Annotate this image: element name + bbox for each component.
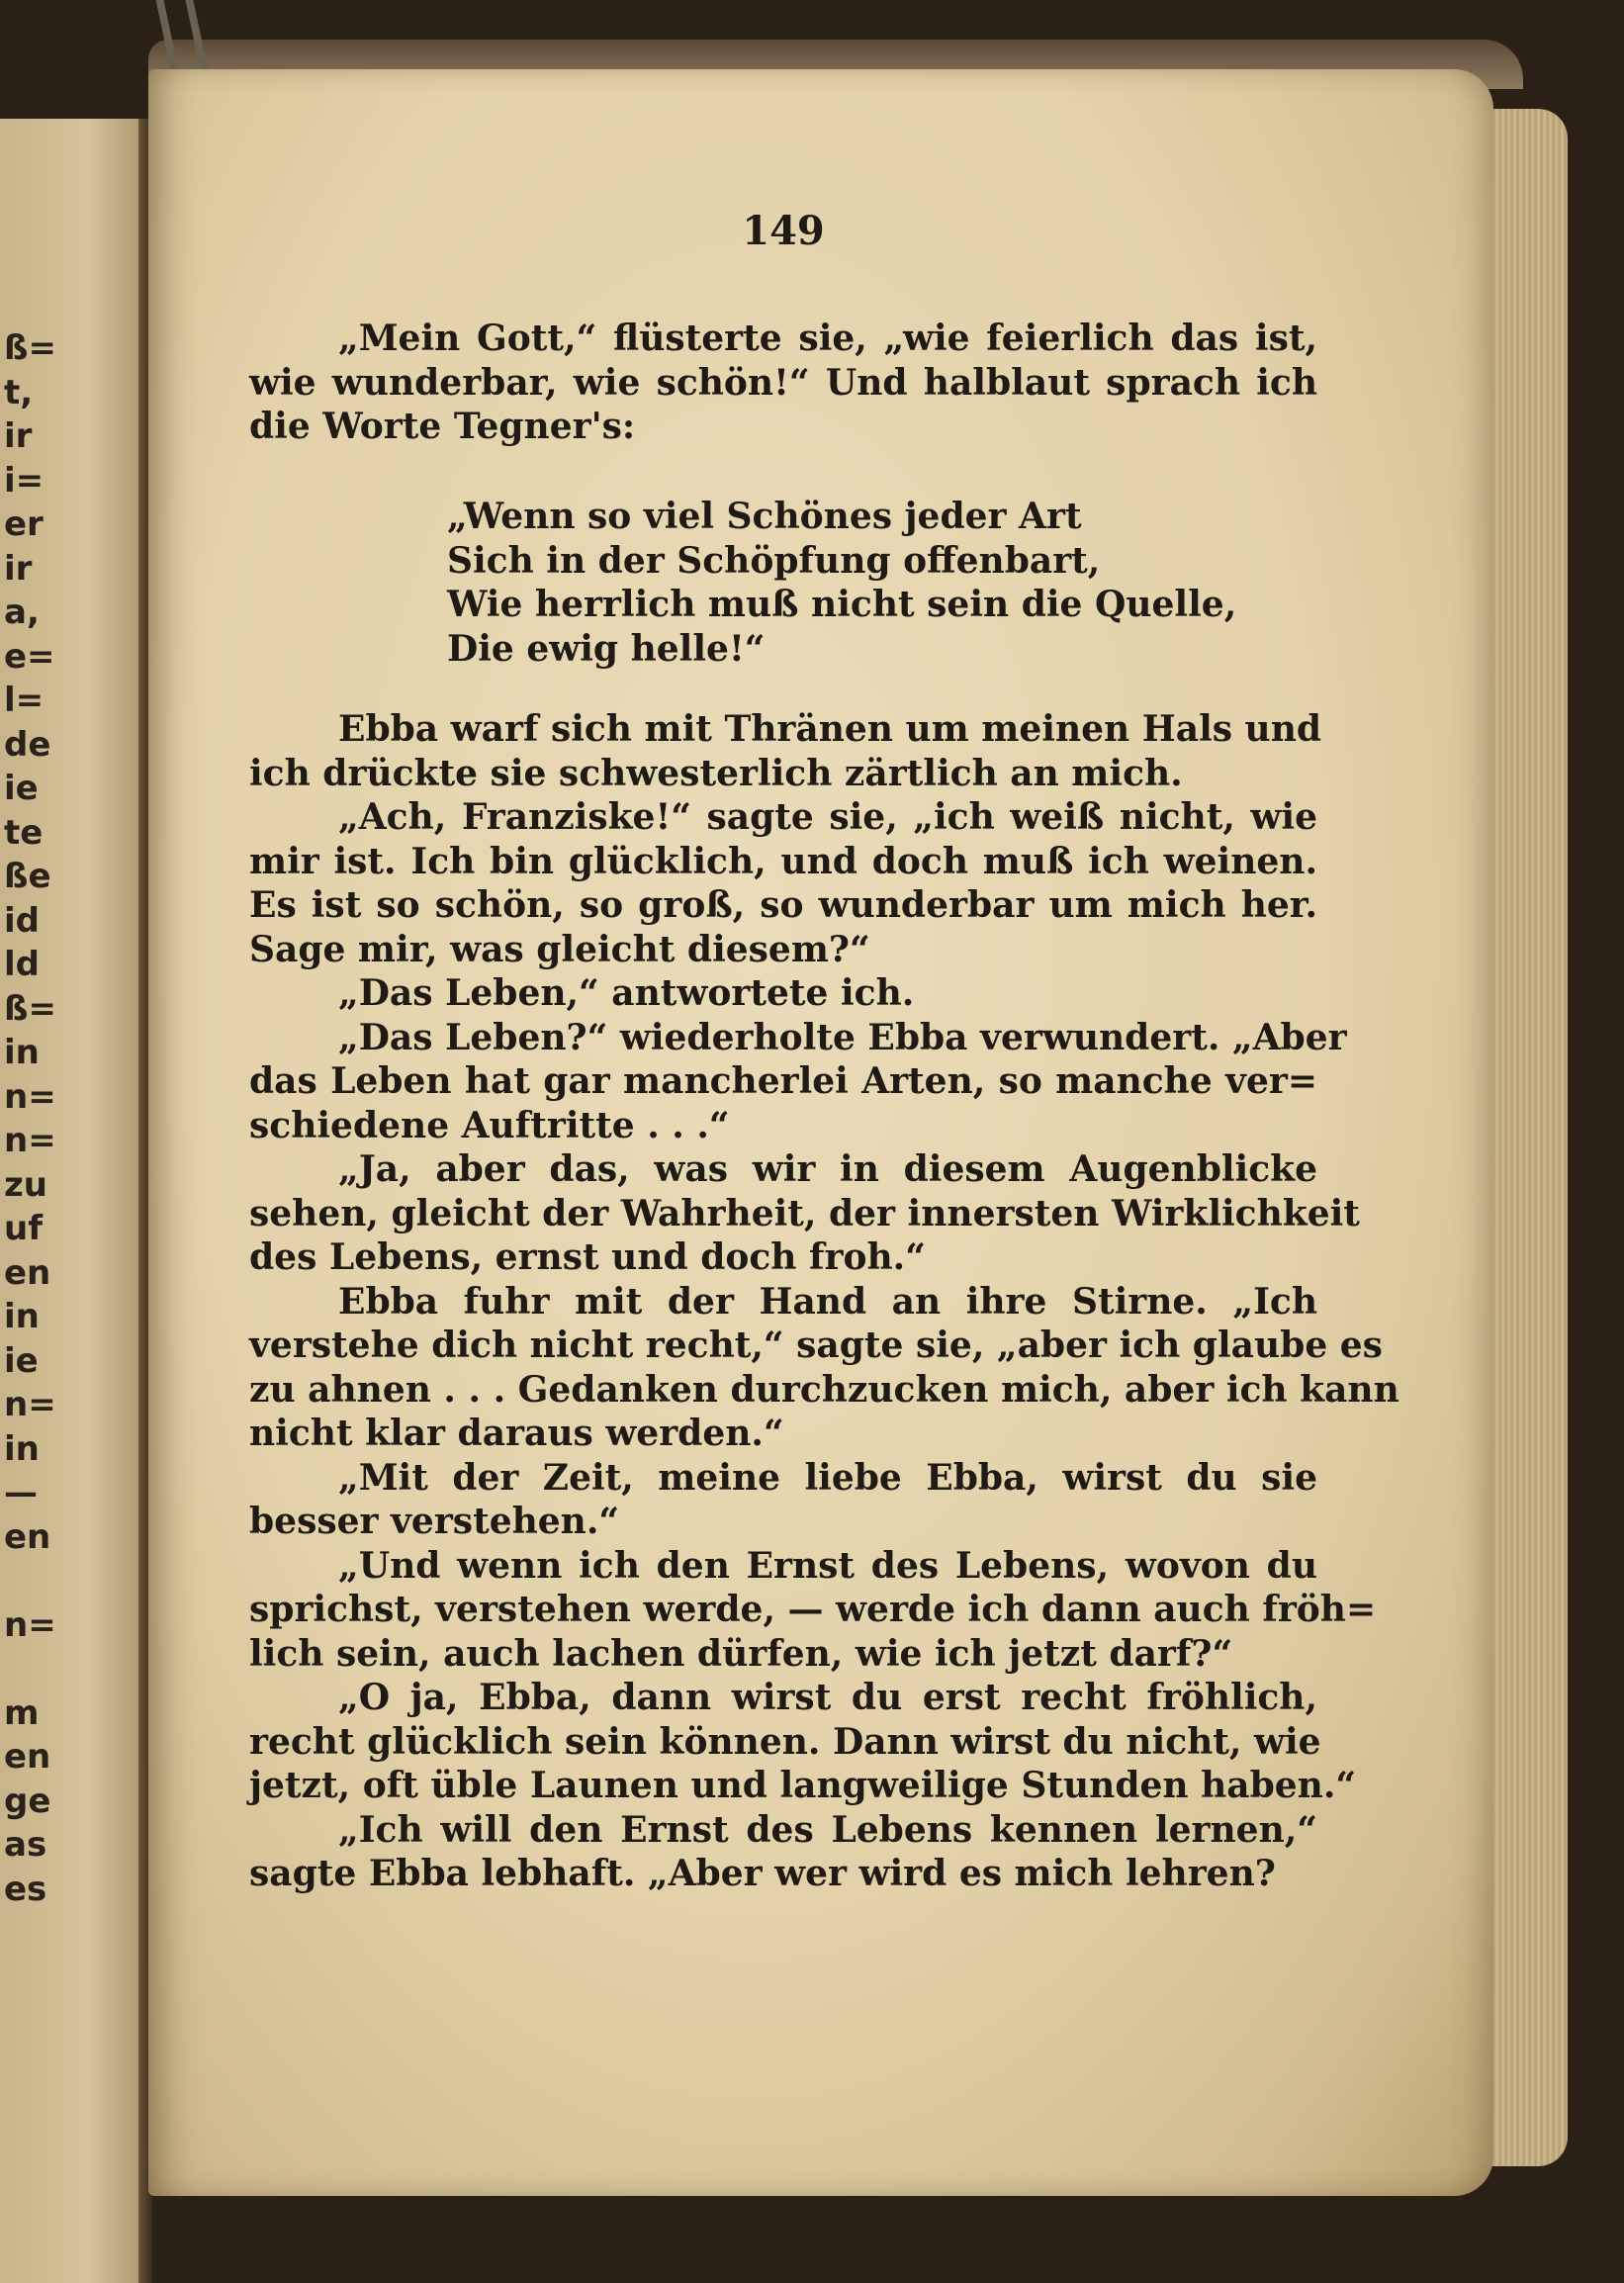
left-fragment: ie: [4, 1340, 39, 1381]
left-fragment: en: [4, 1737, 51, 1777]
left-fragment: en: [4, 1252, 51, 1293]
left-fragment: id: [4, 900, 40, 941]
left-page-text-fragments: [4, 326, 133, 1911]
verse-quote: [249, 495, 1317, 671]
left-fragment: e=: [4, 636, 55, 677]
text-line: verstehe dich nicht recht,“ sagte sie, „aber ich glaube es: [249, 1324, 1383, 1366]
text-line: sagte Ebba lebhaft. „Aber wer wird es mich lehren?: [249, 1853, 1276, 1894]
text-line: des Lebens, ernst und doch froh.“: [249, 1236, 926, 1278]
text-line: Es ist so schön, so groß, so wunderbar um mich her.: [249, 884, 1317, 926]
page-number: 149: [742, 208, 825, 254]
text-line: schiedene Auftritte . . .“: [249, 1104, 730, 1146]
left-fragment: ge: [4, 1781, 51, 1821]
text-line: sprichst, verstehen werde, — werde ich dann auch fröh=: [249, 1589, 1377, 1630]
left-fragment: as: [4, 1825, 47, 1865]
left-fragment: —: [4, 1473, 38, 1512]
left-fragment: a,: [4, 593, 40, 632]
left-fragment: n=: [4, 1121, 56, 1160]
text-line: die Worte Tegner's:: [249, 406, 636, 447]
left-fragment: ir: [4, 548, 33, 589]
left-fragment: ie: [4, 769, 39, 808]
left-fragment: in: [4, 1033, 40, 1072]
text-line: das Leben hat gar mancherlei Arten, so manche ver=: [249, 1060, 1317, 1102]
text-line: „Das Leben,“ antwortete ich.: [338, 972, 915, 1014]
left-fragment: t,: [4, 372, 34, 412]
text-line: „O ja, Ebba, dann wirst du erst recht fröhlich,: [338, 1677, 1317, 1718]
text-line: „Ja, aber das, was wir in diesem Augenblicke: [338, 1148, 1317, 1190]
text-line: Ebba fuhr mit der Hand an ihre Stirne. „Ich: [338, 1280, 1317, 1323]
text-line: nicht klar daraus werden.“: [249, 1413, 784, 1454]
text-line: „Wenn so viel Schönes jeder Art: [447, 496, 1082, 537]
text-line: „Das Leben?“ wiederholte Ebba verwundert. „Aber: [338, 1016, 1347, 1058]
left-fragment: ir: [4, 416, 33, 456]
left-fragment: in: [4, 1297, 40, 1336]
left-fragment: n=: [4, 1076, 56, 1117]
text-line: jetzt, oft üble Launen und langweilige Stunden haben.“: [249, 1765, 1357, 1806]
text-line: lich sein, auch lachen dürfen, wie ich jetzt darf?“: [249, 1632, 1233, 1675]
text-line: sehen, gleicht der Wahrheit, der innersten Wirklichkeit: [249, 1192, 1360, 1234]
left-fragment: m: [4, 1692, 40, 1733]
text-line: wie wunderbar, wie schön!“ Und halblaut sprach ich: [249, 361, 1317, 404]
text-line: zu ahnen . . . Gedanken durchzucken mich, aber ich kann: [249, 1368, 1399, 1411]
left-fragment: de: [4, 724, 51, 765]
left-fragment: l=: [4, 681, 45, 720]
left-fragment: ld: [4, 945, 40, 984]
left-fragment: te: [4, 812, 44, 853]
intro-paragraph: [249, 317, 1317, 449]
text-line: Sich in der Schöpfung offenbart,: [447, 539, 1101, 582]
text-line: „Ich will den Ernst des Lebens kennen lernen,“: [338, 1808, 1317, 1851]
text-line: „Mit der Zeit, meine liebe Ebba, wirst du sie: [338, 1456, 1317, 1499]
left-fragment: n=: [4, 1604, 56, 1645]
text-line: besser verstehen.“: [249, 1501, 620, 1542]
left-fragment: [4, 1647, 133, 1691]
text-line: „Und wenn ich den Ernst des Lebens, wovon du: [338, 1544, 1317, 1587]
text-line: mir ist. Ich bin glücklich, und doch muß ich weinen.: [249, 840, 1317, 882]
left-fragment: n=: [4, 1385, 56, 1424]
left-fragment: zu: [4, 1164, 47, 1205]
left-fragment: uf: [4, 1209, 43, 1248]
left-fragment: en: [4, 1516, 51, 1557]
left-fragment: i=: [4, 460, 45, 501]
text-line: recht glücklich sein können. Dann wirst du nicht, wie: [249, 1720, 1321, 1763]
left-fragment: ß=: [4, 988, 56, 1029]
text-line: ich drückte sie schwesterlich zärtlich an mich.: [249, 752, 1183, 794]
text-line: „Mein Gott,“ flüsterte sie, „wie feierlich das ist,: [338, 318, 1317, 359]
left-fragment: es: [4, 1869, 47, 1909]
text-line: Wie herrlich muß nicht sein die Quelle,: [447, 584, 1237, 625]
left-fragment: er: [4, 504, 44, 544]
body-text: [249, 707, 1399, 1896]
left-fragment: [4, 1559, 133, 1603]
text-line: Ebba warf sich mit Thränen um meinen Hals und: [338, 708, 1322, 750]
text-line: „Ach, Franziske!“ sagte sie, „ich weiß nicht, wie: [338, 796, 1317, 838]
text-line: Sage mir, was gleicht diesem?“: [249, 928, 870, 970]
left-fragment: ß=: [4, 328, 56, 368]
left-fragment: ße: [4, 857, 51, 896]
text-line: Die ewig helle!“: [447, 627, 766, 670]
left-fragment: in: [4, 1428, 40, 1469]
